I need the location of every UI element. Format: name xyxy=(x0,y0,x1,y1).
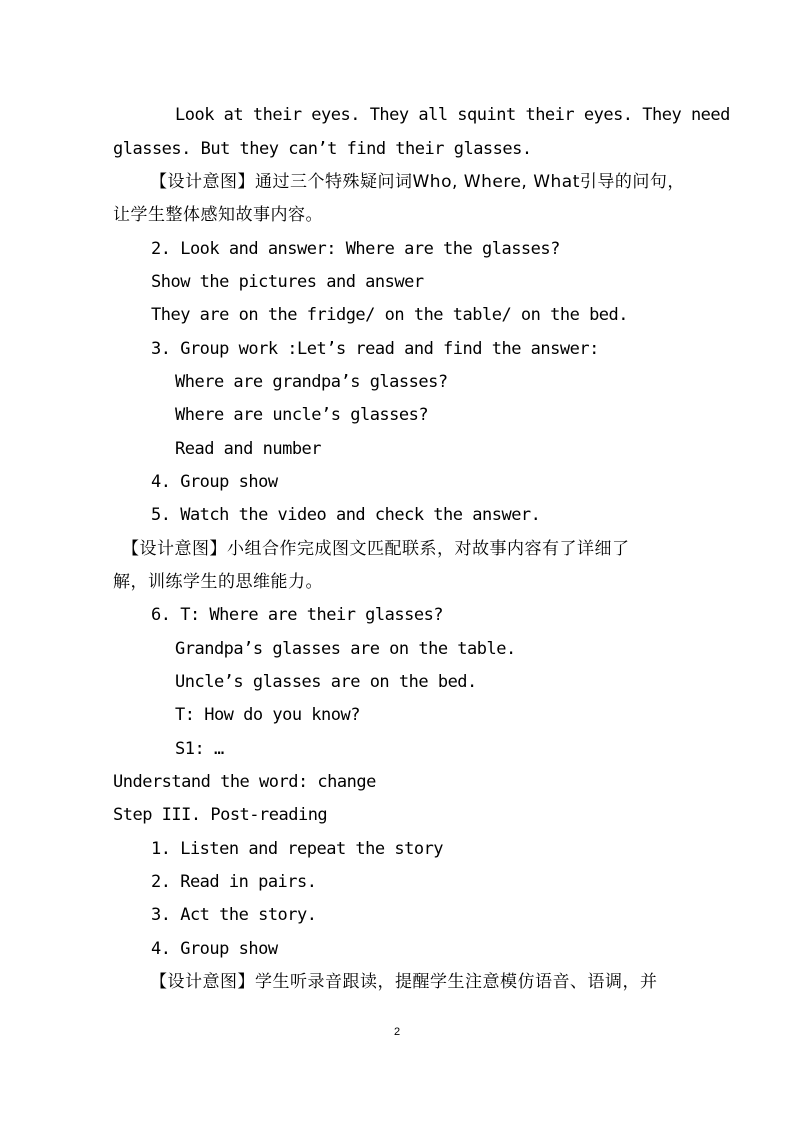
text-line-19: T: How do you know? xyxy=(175,705,360,725)
section-heading-post-reading: Step III. Post-reading xyxy=(113,805,328,825)
step-3-heading: 3. Group work :Let’s read and find the answer: xyxy=(151,339,599,359)
text-line-6: Show the pictures and answer xyxy=(151,272,424,292)
text-line-18: Uncle’s glasses are on the bed. xyxy=(175,672,477,692)
text-line-17: Grandpa’s glasses are on the table. xyxy=(175,639,516,659)
post-reading-item-2: 2. Read in pairs. xyxy=(151,872,317,892)
post-reading-item-4: 4. Group show xyxy=(151,939,278,959)
text-line-9: Where are grandpa’s glasses? xyxy=(175,372,448,392)
text-line-7: They are on the fridge/ on the table/ on the bed. xyxy=(151,305,629,325)
step-5-heading: 5. Watch the video and check the answer. xyxy=(151,505,541,525)
design-intent-3-line-1: 【设计意图】学生听录音跟读，提醒学生注意模仿语音、语调，并 xyxy=(150,972,658,992)
post-reading-item-3: 3. Act the story. xyxy=(151,905,317,925)
text-line-10: Where are uncle’s glasses? xyxy=(175,405,429,425)
text-line-2: glasses. But they can’t find their glasses. xyxy=(113,139,532,159)
text-line-21: Understand the word: change xyxy=(113,772,376,792)
design-intent-1-line-1: 【设计意图】通过三个特殊疑问词Who, Where, What引导的问句， xyxy=(150,172,685,192)
text-line-20: S1: … xyxy=(175,739,224,759)
step-6-heading: 6. T: Where are their glasses? xyxy=(151,605,444,625)
page-number: 2 xyxy=(393,1026,401,1038)
design-intent-2-line-1: 【设计意图】小组合作完成图文匹配联系，对故事内容有了详细了 xyxy=(122,539,630,559)
post-reading-item-1: 1. Listen and repeat the story xyxy=(151,839,444,859)
text-line-11: Read and number xyxy=(175,439,322,459)
design-intent-2-line-2: 解，训练学生的思维能力。 xyxy=(113,572,323,592)
step-2-heading: 2. Look and answer: Where are the glasses? xyxy=(151,239,560,259)
step-4-heading: 4. Group show xyxy=(151,472,278,492)
design-intent-1-line-2: 让学生整体感知故事内容。 xyxy=(113,205,323,225)
text-line-1: Look at their eyes. They all squint their eyes. They need xyxy=(175,105,730,125)
